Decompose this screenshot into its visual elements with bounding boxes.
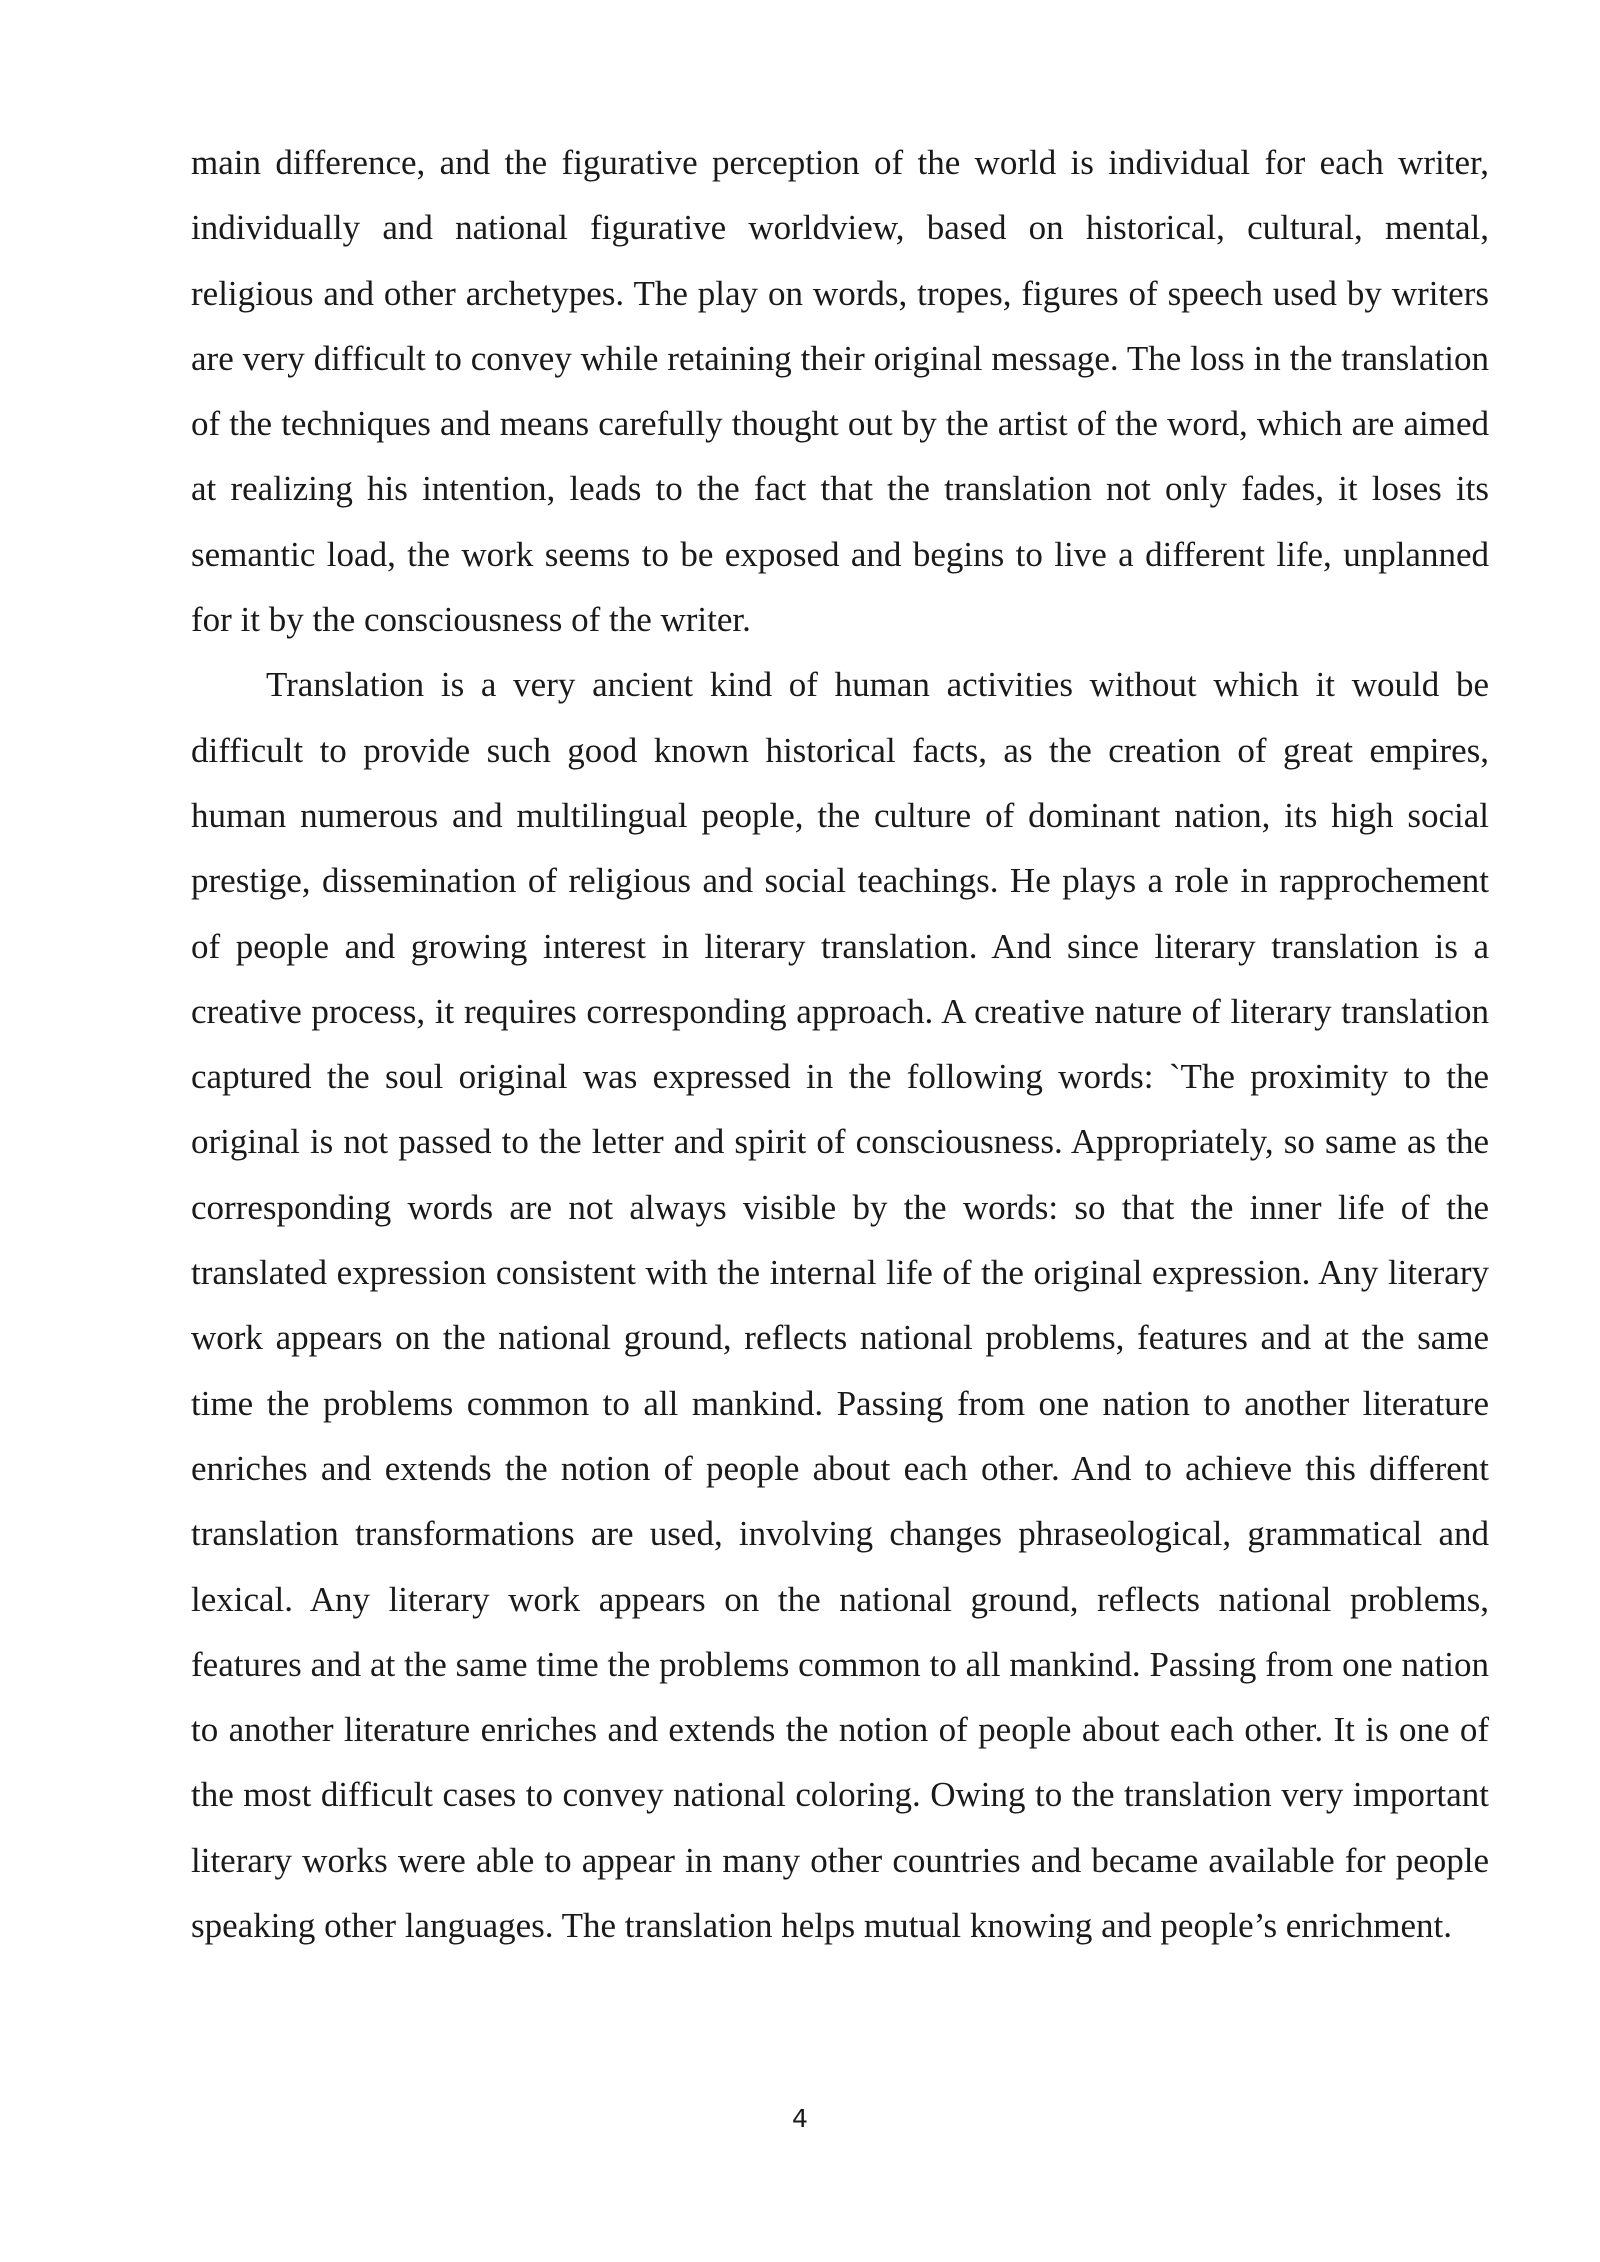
page-number: 4 [792, 2104, 808, 2133]
body-text [191, 130, 1489, 1958]
paragraph-translation-history: Translation is a very ancient kind of human activities without which it would be difficult to provide such good known historical facts, as the creation of great empires, human numerous and multilingual people, the culture of dominant nation, its high social prestige, dissemination of religious and social teachings. He plays a role in rapprochement of people and growing interest in literary translation. And since literary translation is a creative process, it requires corresponding approach. A creative nature of literary translation captured the soul original was expressed in the following words: `The proximity to the original is not passed to the letter and spirit of consciousness. Appropriately, so same as the corresponding words are not always visible by the words: so that the inner life of the translated expression consistent with the internal life of the original expression. Any literary work appears on the national ground, reflects national problems, features and at the same time the problems common to all mankind. Passing from one nation to another literature enriches and extends the notion of people about each other. And to achieve this different translation transformations are used, involving changes phraseological, grammatical and lexical. Any literary work appears on the national ground, reflects national problems, features and at the same time the problems common to all mankind. Passing from one nation to another literature enriches and extends the notion of people about each other. It is one of the most difficult cases to convey national coloring. Owing to the translation very important literary works were able to appear in many other countries and became available for people speaking other languages. The translation helps mutual knowing and people’s enrichment. [191, 665, 1489, 1946]
paragraph-continued: main difference, and the figurative perception of the world is individual for each writer, individually and national figurative worldview, based on historical, cultural, mental, religious and other archetypes. The play on words, tropes, figures of speech used by writers are very difficult to convey while retaining their original message. The loss in the translation of the techniques and means carefully thought out by the artist of the word, which are aimed at realizing his intention, leads to the fact that the translation not only fades, it loses its semantic load, the work seems to be exposed and begins to live a different life, unplanned for it by the consciousness of the writer. [191, 143, 1489, 640]
